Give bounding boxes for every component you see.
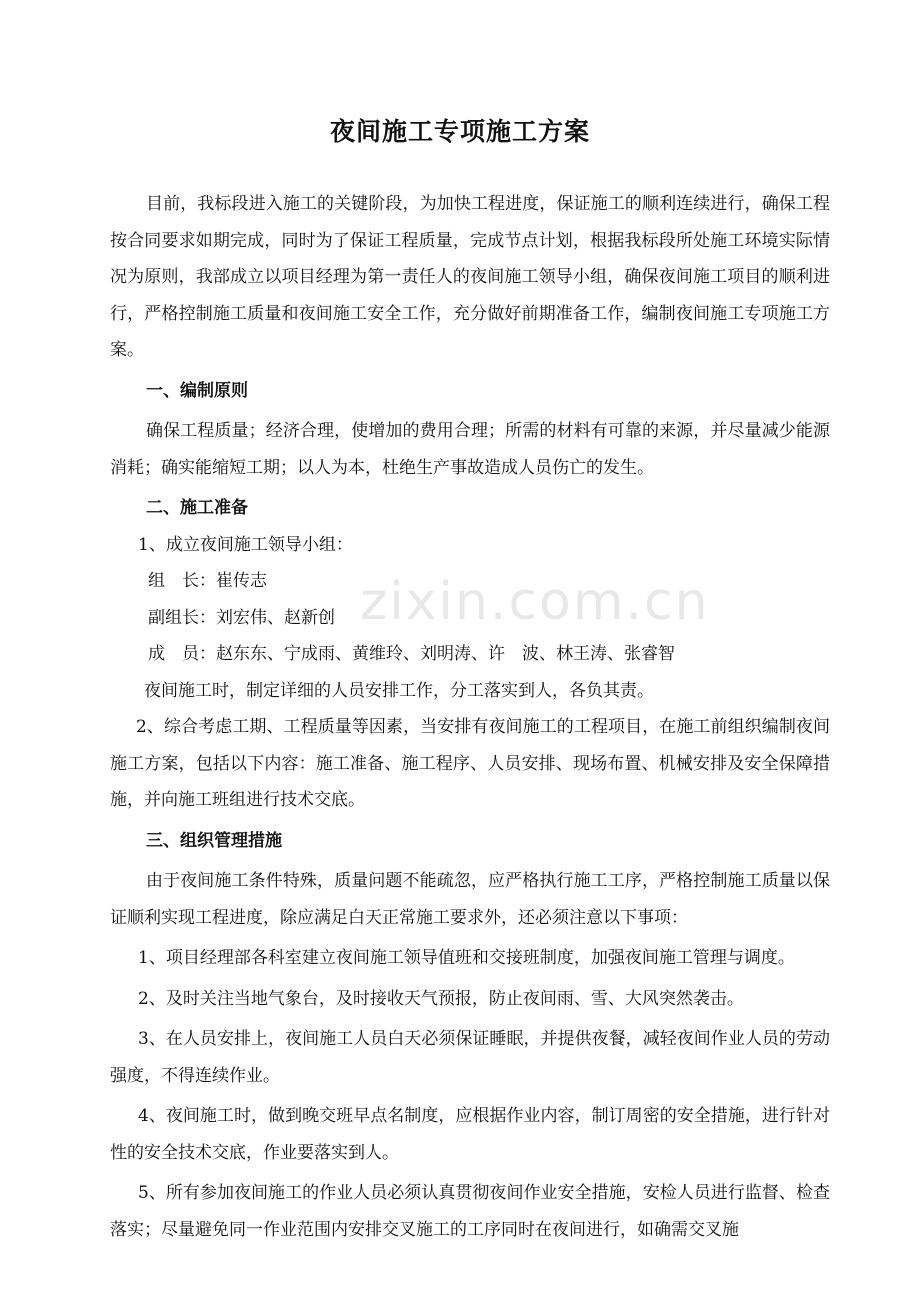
paragraph-intro: 目前，我标段进入施工的关键阶段，为加快工程进度，保证施工的顺利连续进行，确保工程按合同要求如期完成，同时为了保证工程质量，完成节点计划，根据我标段所处施工环境实际情况为原则，我部成立以项目经理为第一责任人的夜间施工领导小组，确保夜间施工项目的顺利进行，严格控制施工质量和夜间施工安全工作，充分做好前期准备工作，编制夜间施工专项施工方案。 xyxy=(110,194,830,360)
measure-item-2: 2、及时关注当地气象台，及时接收天气预报，防止夜间雨、雪、大风突然袭击。 xyxy=(138,988,744,1009)
section-heading-1: 一、编制原则 xyxy=(146,380,248,401)
list-item-1: 1、成立夜间施工领导小组： xyxy=(138,534,353,555)
paragraph-measures: 由于夜间施工条件特殊，质量问题不能疏忽，应严格执行施工工序，严格控制施工质量以保证顺利实现工程进度，除应满足白天正常施工要求外，还必须注意以下事项： xyxy=(110,871,830,928)
section-heading-3: 三、组织管理措施 xyxy=(146,830,282,851)
team-deputy: 副组长：刘宏伟、赵新创 xyxy=(148,607,335,628)
watermark: zixin.com.cn xyxy=(360,572,710,632)
paragraph-principles: 确保工程质量；经济合理，使增加的费用合理；所需的材料有可靠的来源，并尽量减少能源消耗；确实能缩短工期；以人为本，杜绝生产事故造成人员伤亡的发生。 xyxy=(110,421,830,478)
team-leader: 组 长：崔传志 xyxy=(148,571,267,591)
team-members: 成 员：赵东东、宁成雨、黄维玲、刘明涛、许 波、林王涛、张睿智 xyxy=(148,644,675,664)
document-body xyxy=(110,186,830,1248)
measure-item-1: 1、项目经理部各科室建立夜间施工领导值班和交接班制度，加强夜间施工管理与调度。 xyxy=(138,948,795,968)
list-item-2: 2、综合考虑工期、工程质量等因素，当安排有夜间施工的工程项目，在施工前组织编制夜间施工方案，包括以下内容：施工准备、施工程序、人员安排、现场布置、机械安排及安全保障措施，并向施工班组进行技术交底。 xyxy=(110,717,830,810)
paragraph-duty: 夜间施工时，制定详细的人员安排工作，分工落实到人，各负其责。 xyxy=(144,680,654,701)
measure-item-5: 5、所有参加夜间施工的作业人员必须认真贯彻夜间作业安全措施，安检人员进行监督、检查落实；尽量避免同一作业范围内安排交叉施工的工序同时在夜间进行，如确需交叉施 xyxy=(110,1183,830,1240)
section-heading-2: 二、施工准备 xyxy=(146,498,248,518)
measure-item-4: 4、夜间施工时，做到晚交班早点名制度，应根据作业内容，制订周密的安全措施，进行针对性的安全技术交底，作业要落实到人。 xyxy=(110,1106,830,1163)
document-title: 夜间施工专项施工方案 xyxy=(329,117,590,146)
measure-item-3: 3、在人员安排上，夜间施工人员白天必须保证睡眠，并提供夜餐，减轻夜间作业人员的劳动强度，不得连续作业。 xyxy=(110,1029,830,1086)
